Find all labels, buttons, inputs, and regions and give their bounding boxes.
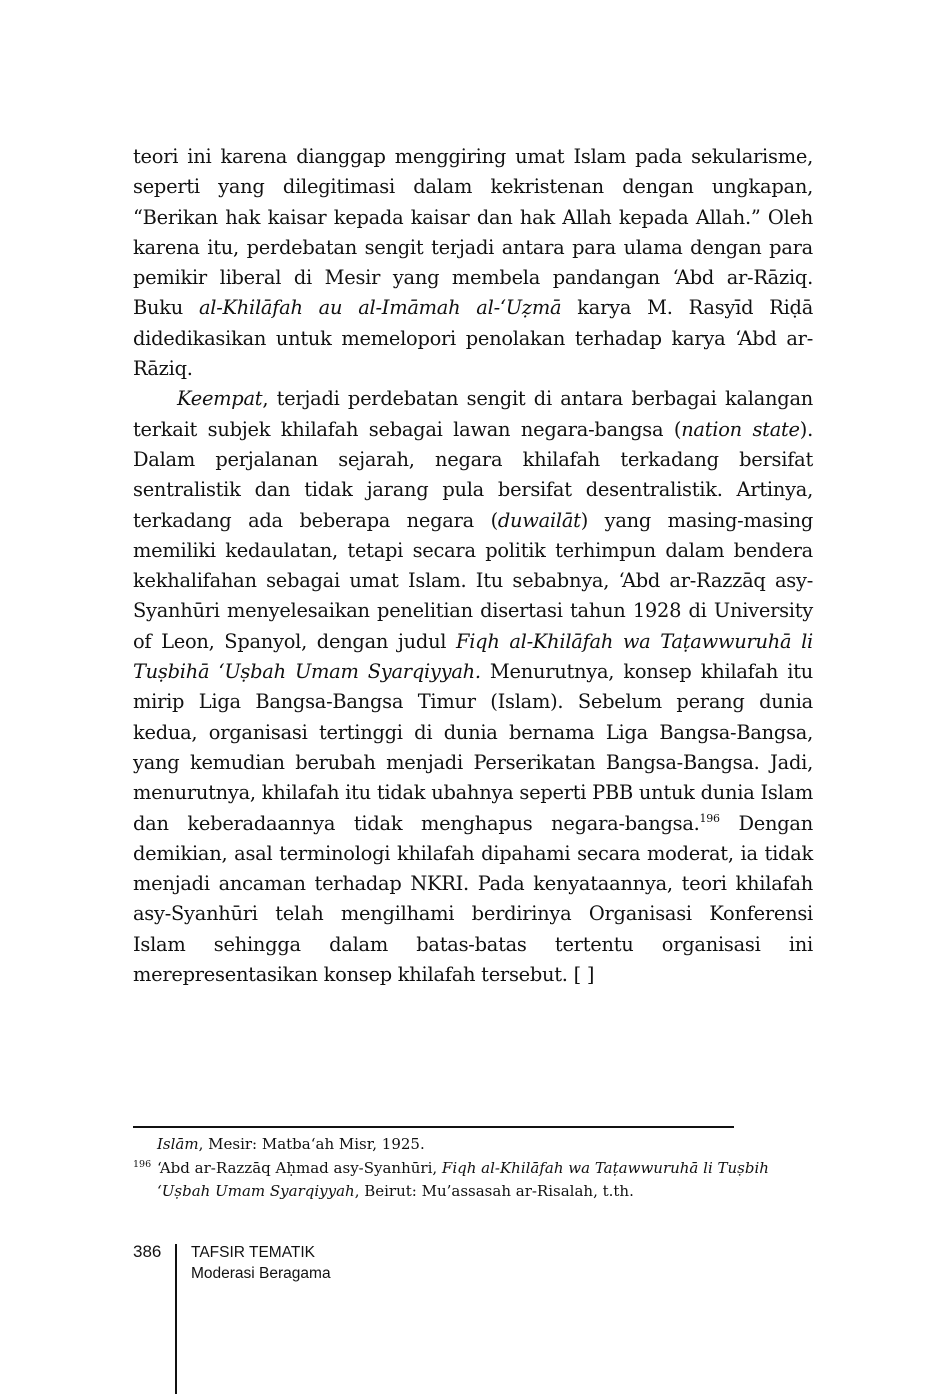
- paragraph-2: [133, 384, 813, 990]
- footnote-number: 196: [133, 1158, 152, 1170]
- footnote-reference: 196: [699, 811, 720, 825]
- italic-term: Keempat: [177, 387, 263, 411]
- footer-divider: [175, 1244, 177, 1394]
- footnote-title-italic: Fiqh al-Khilāfah wa Taṭawwuruhā li Tuṣbih ‘Uṣbah Umam Syarqiyyah: [157, 1158, 769, 1200]
- text-run: , Beirut: Mu’assasah ar-Risalah, t.th.: [354, 1182, 634, 1200]
- text-run: karya M. Rasyīd Riḍā didedikasikan untuk memelopori penolakan terhadap karya ‘Abd ar-Rāziq.: [133, 296, 814, 381]
- book-title-italic: al-Khilāfah au al-Imāmah al-‘Uẓmā: [198, 296, 562, 320]
- text-run: , terjadi perdebatan sengit di antara berbagai kalangan terkait subjek khilafah sebagai lawan negara-bangsa (: [133, 387, 813, 441]
- footnote-continuation: [133, 1133, 813, 1157]
- paragraph-1: [133, 142, 813, 384]
- italic-term: Islām: [157, 1135, 199, 1153]
- text-run: , Mesir: Matba‘ah Misr, 1925.: [198, 1135, 425, 1153]
- italic-term: duwailāt: [497, 508, 581, 532]
- series-title: TAFSIR TEMATIK: [191, 1244, 316, 1261]
- main-text: [133, 142, 813, 990]
- footnotes: [133, 1133, 813, 1204]
- book-title: Moderasi Beragama: [191, 1265, 331, 1282]
- text-run: ) yang masing-masing memiliki kedaulatan, tetapi secara politik terhimpun dalam bendera kekhalifahan sebagai umat Islam. Itu sebabnya, ‘Abd ar-Razzāq asy-Syanhūri menyelesaikan penelitian disertasi tahun 1928 di University of Leon, Spanyol, dengan judul: [133, 508, 813, 653]
- text-run: ‘Abd ar-Razzāq Aḥmad asy-Syanhūri,: [157, 1158, 442, 1177]
- page-number: 386: [133, 1242, 162, 1261]
- footnote-196: [133, 1157, 813, 1204]
- italic-term: nation state: [681, 417, 800, 441]
- text-run: ). Dalam perjalanan sejarah, negara khilafah terkadang bersifat sentralistik dan tidak jarang pula bersifat desentralistik. Artinya, terkadang ada beberapa negara (: [133, 417, 814, 532]
- dissertation-title-italic: Fiqh al-Khilāfah wa Taṭawwuruhā li Tuṣbihā ‘Uṣbah Umam Syarqiyyah.: [133, 629, 813, 684]
- text-run: Dengan demikian, asal terminologi khilafah dipahami secara moderat, ia tidak menjadi ancaman terhadap NKRI. Pada kenyataannya, teori khilafah asy-Syanhūri telah mengilhami berdirinya Organisasi Konferensi Islam sehingga dalam batas-batas tertentu organisasi ini merepresentasikan konsep khilafah tersebut. [ ]: [133, 811, 813, 987]
- running-head: [191, 1242, 331, 1284]
- text-run: Menurutnya, konsep khilafah itu mirip Liga Bangsa-Bangsa Timur (Islam). Sebelum perang dunia kedua, organisasi tertinggi di dunia bernama Liga Bangsa-Bangsa, yang kemudian berubah menjadi Perserikatan Bangsa-Bangsa. Jadi, menurutnya, khilafah itu tidak ubahnya seperti PBB untuk dunia Islam dan keberadaannya tidak menghapus negara-bangsa.: [133, 660, 813, 835]
- footnote-divider: [133, 1126, 734, 1128]
- text-run: teori ini karena dianggap menggiring umat Islam pada sekularisme, seperti yang dilegitimasi dalam kekristenan dengan ungkapan, “Berikan hak kaisar kepada kaisar dan hak Allah kepada Allah.” Oleh karena itu, perdebatan sengit terjadi antara para ulama dengan para pemikir liberal di Mesir yang membela pandangan ‘Abd ar-Rāziq. Buku: [133, 145, 813, 320]
